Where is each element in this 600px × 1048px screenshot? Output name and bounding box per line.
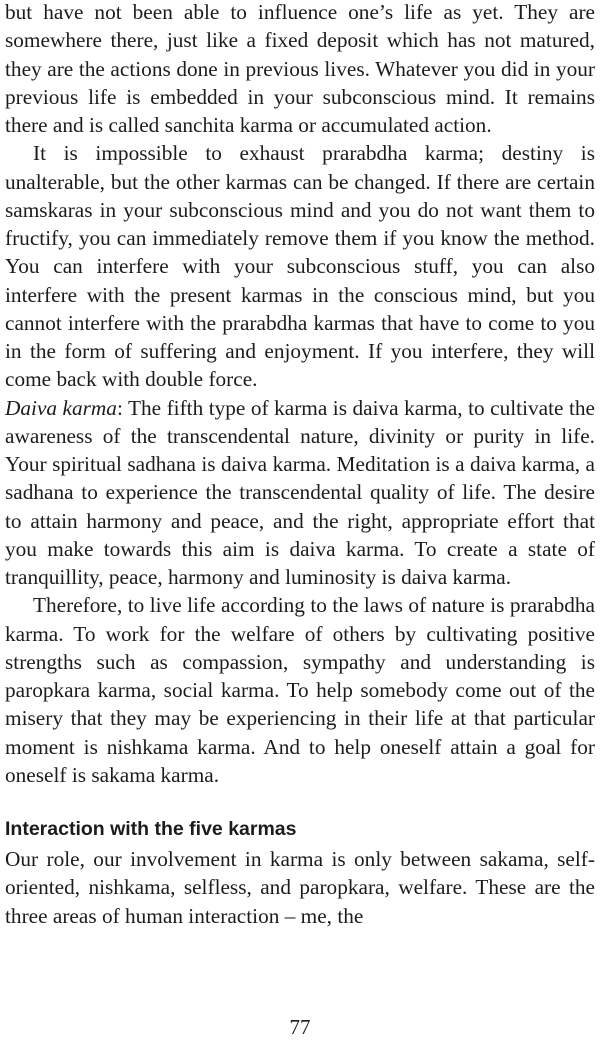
body-text (5, 0, 595, 930)
paragraph-daiva-karma (5, 394, 595, 592)
term-daiva-karma: Daiva karma (5, 395, 117, 420)
paragraph-summary: Therefore, to live life according to the laws of nature is prarabdha karma. To work for the welfare of others by cultivating positive strengths such as compassion, sympathy and understanding is paropkara karma, social karma. To help somebody come out of the misery that they may be experiencing in their life at that particular moment is nishkama karma. And to help oneself attain a goal for oneself is sakama karma. (5, 593, 595, 787)
paragraph-prarabdha: It is impossible to exhaust prarabdha karma; destiny is unalterable, but the other karmas can be changed. If there are certain samskaras in your subconscious mind and you do not want them to fructify, you can immediately remove them if you know the method. You can interfere with your subconscious stuff, you can also interfere with the present karmas in the conscious mind, but you cannot interfere with the prarabdha karmas that have to come to you in the form of suffering and enjoyment. If you interfere, they will come back with double force. (5, 141, 595, 392)
paragraph-continuation: but have not been able to influence one’s life as yet. They are somewhere there, just like a fixed deposit which has not matured, they are the actions done in previous lives. Whatever you did in your previous life is embedded in your subconscious mind. It remains there and is called sanchita karma or accumulated action. (5, 0, 595, 137)
paragraph-daiva-karma-text: : The fifth type of karma is daiva karma, to cultivate the awareness of the transcendental nature, divinity or purity in life. Your spiritual sadhana is daiva karma. Meditation is a daiva karma, a sadhana to experience the transcendental quality of life. The desire to attain harmony and peace, and the right, appropriate effort that you make towards this aim is daiva karma. To create a state of tranquillity, peace, harmony and luminosity is daiva karma. (5, 395, 595, 589)
section-heading: Interaction with the five karmas (5, 818, 297, 840)
paragraph-interaction: Our role, our involvement in karma is only between sakama, self-oriented, nishkama, selfless, and paropkara, welfare. These are the three areas of human interaction – me, the (5, 847, 595, 928)
page-number: 77 (289, 1015, 311, 1039)
